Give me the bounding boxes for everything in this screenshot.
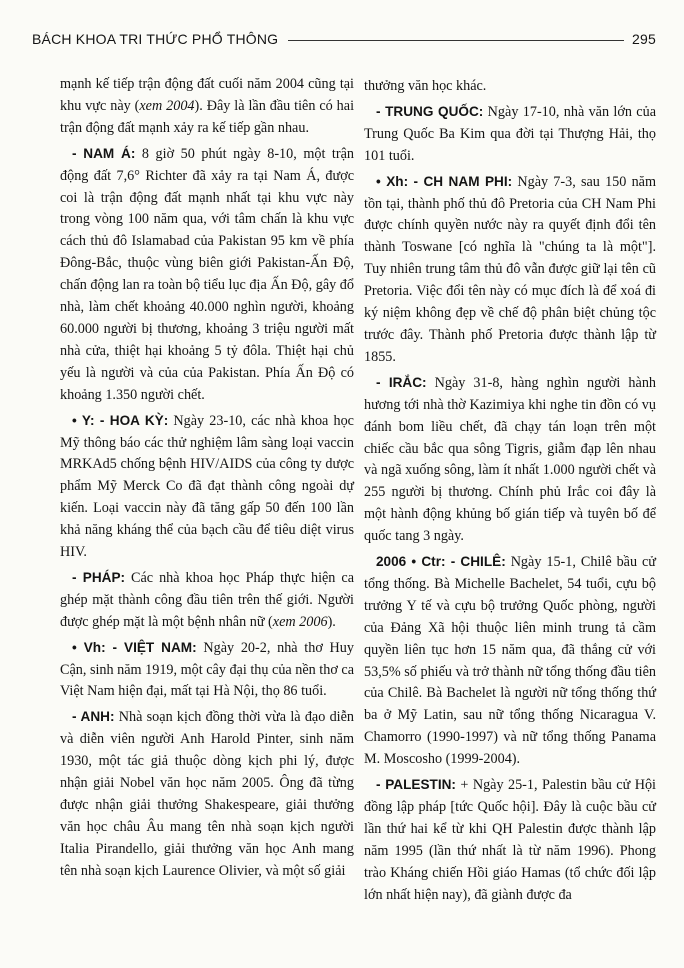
paragraph <box>364 76 656 98</box>
text: Ngày 15-1, Chilê bầu cử tổng thống. Bà Michelle Bachelet, 54 tuổi, cựu bộ trưởng Y tế và cựu bộ trưởng Quốc phòng, người của Đảng Xã hội thuộc liên minh trung tả cầm quyền liên tục hơn 15 năm qua, đã thắng cử với 53,5% số phiếu và trở thành nữ tổng thống đầu tiên của Chilê. Bà Bachelet là người nữ tổng thống thứ ba ở Mỹ Latin, sau nữ tổng thống Nicaragua V. Chamorro (1990-1997) và nữ tổng thống Panama M. Moscosho (1999-2004). <box>364 554 656 768</box>
text: ). <box>327 613 336 630</box>
text: Ngày 31-8, hàng nghìn người hành hương tới nhà thờ Kazimiya khi nghe tin đồn có vụ đánh bom liều chết, đã chạy tán loạn trên một chiếc cầu bắc qua sông Tigris, giẫm đạp lên nhau và ngã xuống sông, làm ít nhất 1.000 người chết và 255 người bị thương. Chính phủ Irắc coi đây là một hành động khủng bố gián tiếp và tuyên bố để quốc tang 3 ngày. <box>364 374 657 545</box>
italic-ref: xem 2004 <box>139 97 195 114</box>
paragraph <box>60 637 354 704</box>
entry-heading: • Vh: - VIỆT NAM: <box>72 639 197 655</box>
entry-heading: - NAM Á: <box>72 145 136 161</box>
paragraph <box>364 551 656 771</box>
paragraph <box>60 143 354 407</box>
entry-heading: - PALESTIN: <box>376 777 456 793</box>
text: + Ngày 25-1, Palestin bầu cử Hội đồng lập pháp [tức Quốc hội]. Đây là cuộc bầu cử lần thứ hai kể từ khi QH Palestin được thành lập năm 1995 (lần thứ nhất là từ năm 1996). Phong trào Kháng chiến Hồi giáo Hamas (tổ chức đối lập lớn nhất hiện nay), đã giành được đa <box>364 777 656 903</box>
italic-ref: xem 2006 <box>272 613 328 630</box>
entry-heading: 2006 • Ctr: - CHILÊ: <box>376 554 506 570</box>
paragraph <box>60 74 354 140</box>
text: Nhà soạn kịch đồng thời vừa là đạo diễn và diễn viên người Anh Harold Pinter, sinh năm 1930, một tác giả thuộc dòng kịch phi lý, được nhận giải Nobel văn học năm 2005. Ông đã từng được nhận giải thưởng Shakespeare, giải thưởng văn học châu Âu mang tên nhà soạn kịch người Italia Pirandello, giải thưởng văn học Anh mang tên nhà soạn kịch Laurence Olivier, và một số giải <box>60 709 355 879</box>
entry-heading: - IRẮC: <box>376 374 427 390</box>
entry-heading: - TRUNG QUỐC: <box>376 103 484 119</box>
text: Ngày 7-3, sau 150 năm tồn tại, thành phố thủ đô Pretoria của CH Nam Phi được chính quyền nước này ra quyết định đổi tên thành Toswane [có nghĩa là "chúng ta là một"]. Tuy nhiên trung tâm thủ đô vẫn được giữ lại tên cũ Pretoria. Việc đổi tên này có mục đích là để xoá đi ký niệm không đẹp về chế độ phân biệt chủng tộc trước đây. Thành phố Pretoria được thành lập từ 1855. <box>364 173 656 365</box>
text: ). Đây là lần đầu tiên có hai trận động đất mạnh xảy ra kế tiếp gần nhau. <box>60 97 355 136</box>
paragraph <box>364 372 656 548</box>
paragraph <box>60 706 354 882</box>
text: mạnh kế tiếp trận động đất cuối năm 2004 cũng tại khu vực này ( <box>60 76 354 114</box>
running-title: BÁCH KHOA TRI THỨC PHỔ THÔNG <box>32 31 279 47</box>
entry-heading: - PHÁP: <box>72 569 126 585</box>
text: Ngày 17-10, nhà văn lớn của Trung Quốc Ba Kim qua đời tại Thượng Hải, thọ 101 tuổi. <box>364 103 656 164</box>
entry-heading: - ANH: <box>72 709 115 725</box>
paragraph <box>364 101 656 168</box>
paragraph <box>60 410 354 564</box>
text: thưởng văn học khác. <box>364 78 487 94</box>
entry-heading: • Y: - HOA KỲ: <box>72 412 169 428</box>
paragraph <box>364 171 656 369</box>
paragraph <box>364 774 656 906</box>
right-column <box>364 76 656 910</box>
page-header <box>32 28 656 50</box>
text: Ngày 23-10, các nhà khoa học Mỹ thông báo các thử nghiệm lâm sàng loại vaccin MRKAd5 chống bệnh HIV/AIDS của công ty dược phẩm Mỹ Merck Co đã đạt thành công ngoài dự kiến. Loại vaccin này đã tăng gấp 50 đến 100 lần khả năng kháng thể của bạch cầu để tiêu diệt virus HIV. <box>60 412 354 561</box>
left-column <box>60 74 354 886</box>
text: Các nhà khoa học Pháp thực hiện ca ghép mặt thành công đầu tiên trên thế giới. Người được ghép mặt là một bệnh nhân nữ ( <box>60 569 354 630</box>
text: Ngày 20-2, nhà thơ Huy Cận, sinh năm 1919, một cây đại thụ của nền thơ ca Việt Nam hiện đại, mất tại Hà Nội, thọ 86 tuổi. <box>60 639 354 700</box>
entry-heading: • Xh: - CH NAM PHI: <box>376 173 513 189</box>
paragraph <box>60 567 354 634</box>
text: 8 giờ 50 phút ngày 8-10, một trận động đất 7,6° Richter đã xảy ra tại Nam Á, được coi là trận động đất mạnh nhất tại khu vực này trong vòng 100 năm qua, với tâm chấn là khu vực cách thủ đô Islamabad của Pakistan 95 km về phía Đông-Bắc, thuộc vùng biên giới Pakistan-Ấn Độ, chấn động lan ra toàn bộ tiểu lục địa Ấn Độ, gây đổ nhà, làm chết khoảng 40.000 nghìn người, khoảng 60.000 người bị thương, khoảng 3 triệu người mất nhà cửa, thiệt hại khoảng 5 tỷ đôla. Thiệt hại chủ yếu là người và của của Pakistan. Phía Ấn Độ có khoảng 1.350 người chết. <box>60 145 354 403</box>
header-rule <box>288 40 624 41</box>
page-number: 295 <box>632 31 656 47</box>
